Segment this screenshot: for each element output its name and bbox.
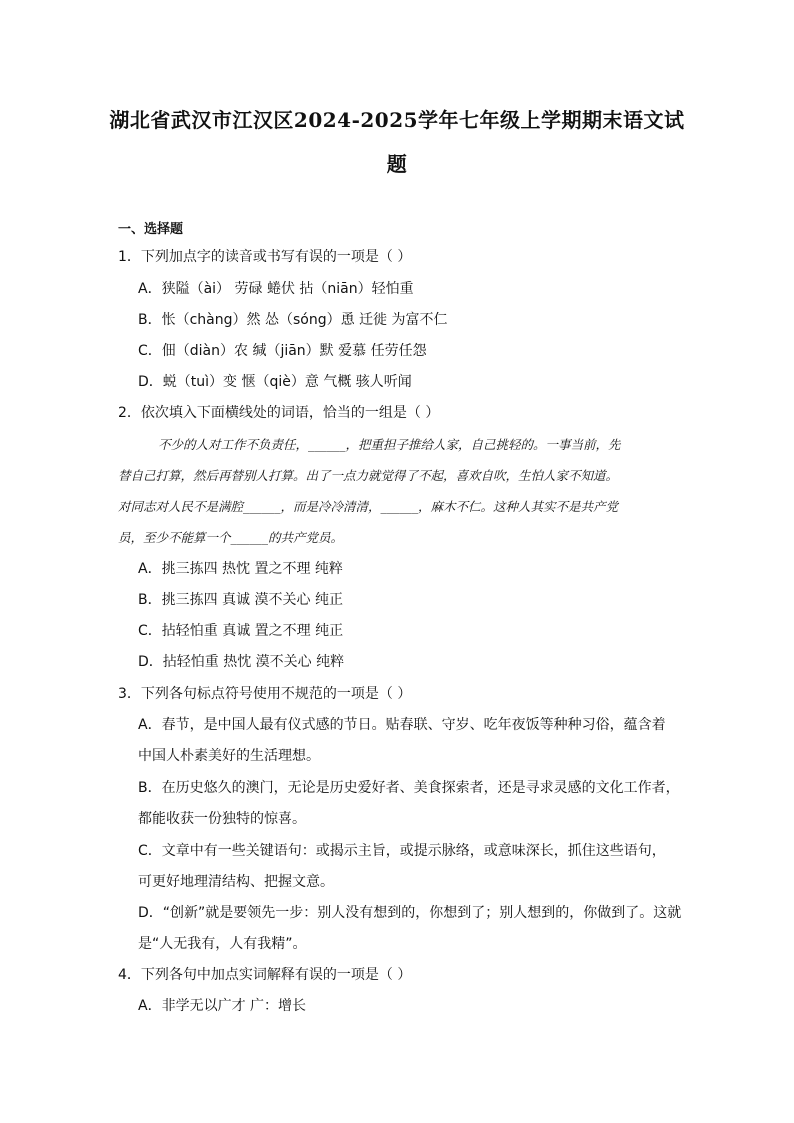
question-2-stem: 2．依次填入下面横线处的词语，恰当的一组是（ ） — [118, 405, 440, 421]
question-3-option-c-line-1: C．文章中有一些关键语句：或揭示主旨，或提示脉络，或意味深长，抓住这些语句， — [138, 843, 666, 859]
question-3-option-c-line-2: 可更好地理清结构、把握文意。 — [138, 874, 334, 890]
question-4-option-a: A．非学无以广才 广：增长 — [138, 998, 307, 1014]
question-3-option-a-line-1: A．春节，是中国人最有仪式感的节日。贴春联、守岁、吃年夜饭等种种习俗，蕴含着 — [138, 717, 666, 733]
question-3-option-d-line-1: D．“创新”就是要领先一步：别人没有想到的，你想到了；别人想到的，你做到了。这就 — [138, 905, 682, 921]
exam-title-line-1: 湖北省武汉市江汉区2024-2025学年七年级上学期期末语文试 — [109, 108, 685, 132]
question-3-option-b-line-2: 都能收获一份独特的惊喜。 — [138, 811, 306, 827]
question-1-option-b: B．怅（chàng）然 怂（sóng）恿 迁徙 为富不仁 — [138, 312, 448, 328]
section-heading: 一、选择题 — [118, 222, 184, 237]
question-1-option-c: C．佃（diàn）农 缄（jiān）默 爱慕 任劳任怨 — [138, 343, 427, 359]
question-1-stem: 1．下列加点字的读音或书写有误的一项是（ ） — [118, 249, 412, 265]
question-2-passage-line-4: 员，至少不能算一个______的共产党员。 — [118, 530, 344, 545]
question-3-option-b-line-1: B．在历史悠久的澳门，无论是历史爱好者、美食探索者，还是寻求灵感的文化工作者， — [138, 780, 680, 796]
question-2-passage-line-3: 对同志对人民不是满腔______，而是冷冷清清，______，麻木不仁。这种人其实不是共产党 — [118, 499, 619, 514]
question-2-passage-line-1: 不少的人对工作不负责任，______，把重担子推给人家，自己挑轻的。一事当前，先 — [158, 437, 621, 452]
question-2-passage-line-2: 替自己打算，然后再替别人打算。出了一点力就觉得了不起，喜欢自吹，生怕人家不知道。 — [118, 468, 619, 483]
question-3-option-a-line-2: 中国人朴素美好的生活理想。 — [138, 748, 320, 764]
question-2-option-a: A．挑三拣四 热忱 置之不理 纯粹 — [138, 561, 343, 577]
question-3-option-d-line-2: 是“人无我有，人有我精”。 — [138, 936, 307, 952]
question-3-stem: 3．下列各句标点符号使用不规范的一项是（ ） — [118, 686, 412, 702]
question-2-option-d: D．拈轻怕重 热忱 漠不关心 纯粹 — [138, 654, 345, 670]
question-4-stem: 4．下列各句中加点实词解释有误的一项是（ ） — [118, 967, 412, 983]
exam-title-line-2: 题 — [386, 152, 408, 176]
question-1-option-a: A．狭隘（ài） 劳碌 蜷伏 拈（niān）轻怕重 — [138, 281, 414, 297]
question-2-option-b: B．挑三拣四 真诚 漠不关心 纯正 — [138, 592, 343, 608]
question-2-option-c: C．拈轻怕重 真诚 置之不理 纯正 — [138, 623, 344, 639]
question-1-option-d: D．蜕（tuì）变 惬（qiè）意 气概 骇人听闻 — [138, 374, 412, 390]
